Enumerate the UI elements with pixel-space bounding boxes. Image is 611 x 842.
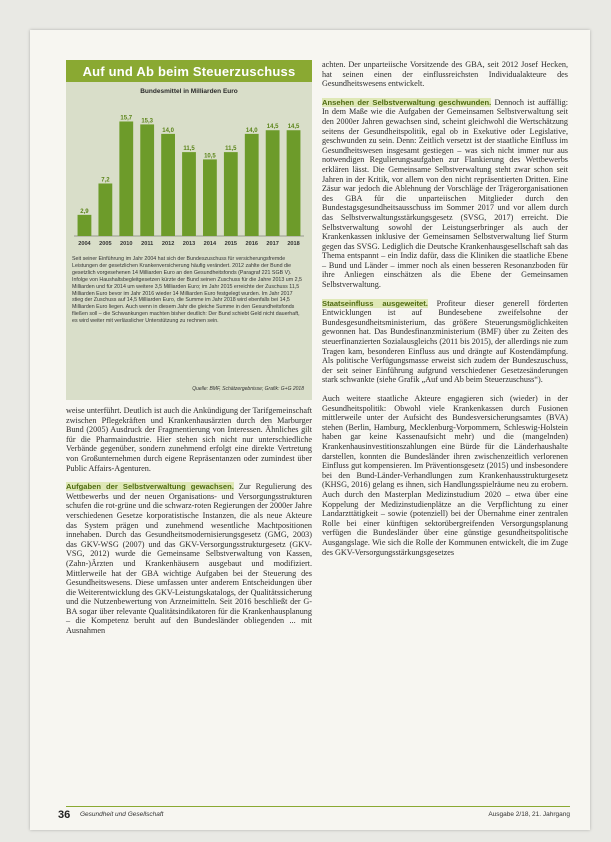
bar-2010 [119,121,133,236]
tick-label-2005: 2005 [99,241,112,247]
data-label-2017: 14,5 [266,124,279,131]
data-label-2004: 2,9 [80,208,89,215]
chart-subtitle: Bundesmittel in Milliarden Euro [140,88,238,95]
bar-chart [70,96,308,252]
paragraph: weise unterführt. Deutlich ist auch die Ankündigung der Tarifgemeinschaft zwischen Pflegekräften und Krankenhausärzten durch den Marburger Bund (2005) Ausdruck der Fragmentierung von Interessen. Ähnliches gilt für die Pharmaindustrie. Hier stehen sich nicht nur unterschiedliche Verbände gegenüber, sondern zunehmend erfolgt eine direkte Vertretung von Großunternehmen durch eigene Repräsentanzen oder zumindest über Public Affairs-Agenturen. [66,406,312,473]
data-label-2005: 7,2 [101,177,110,184]
data-label-2015: 11,5 [225,146,237,153]
bar-2016 [245,134,259,236]
bar-2014 [203,159,217,236]
bar-2012 [161,134,175,236]
chart-banner [66,60,312,82]
paragraph: achten. Der unparteiische Vorsitzende des GBA, seit 2012 Josef Hecken, hat seinen einen der einflussreichsten Individualakteure des Gesundheitswesens entwickelt. [322,60,568,89]
paragraph-text: Zur Regulierung des Wettbewerbs und der neuen Organisations- und Versorgungsstrukturen schufen die rot-grüne und die schwarz-roten Regierungen der 2000er Jahre verschiedenen Gesetze korporatistische Instanzen, die als neue Akteure das System prägen und zunehmend wesentliche Machtpositionen innehaben. Durch das Gesundheitsmodernisierungsgesetz (GMG, 2003) das GKV-WSG (2007) und das GKV-Versorgungsstrukturgesetz (GKV-VSG, 2012) wurde die Gemeinsame Selbstverwaltung von Kassen, (Zahn-)Ärzten und Krankenhäusern ausgebaut und modifiziert. Mittlerweile hat der GBA wichtige Aufgaben bei der Steuerung des Gesundheitswesens. Diese umfassen unter anderem Entscheidungen über die Weiterentwicklung des GKV-Leistungskatalogs, der Qualitätssicherung und die Nutzenbewertung von Arzneimitteln. Seit 2016 beschließt der G-BA sogar über relevante Qualitätsindikatoren für die Krankenhausplanung – die Kompetenz beruht auf den Bundesländer obliegenden ... mit Ausnahmen [66,482,312,636]
paragraph [66,482,312,636]
data-label-2010: 15,7 [120,115,133,122]
paragraph: Auch weitere staatliche Akteure engagieren sich (wieder) in der Gesundheitspolitik: Obwohl viele Krankenkassen durch Fusionen mittlerweile unter der Aufsicht des Bundesversicherungsamtes (BVA) stehen (Berlin, Hamburg, Mecklenburg-Vorpommern, Schleswig-Holstein haben gar keine Kassenaufsicht mehr) und die (mangelnden) Krankenhausinvestitionszahlungen eine Bürde für die Länderhaushalte darstellen, konnten die Bundesländer ihren zwischenzeitlich verlorenen Einfluss gut kompensieren. Im Präventionsgesetz (2015) und insbesondere bei den Bund-Länder-Verhandlungen zum Krankenhausstrukturgesetz (KHSG, 2016) gelang es ihnen, sich Handlungsspielräume neu zu erobern. Auch durch den Masterplan Medizinstudium 2020 – etwa über eine Koppelung der Medizinstudienplätze an die Verpflichtung zu einer Landarzttätigkeit – sowie (potenziell) bei der Übernahme einer zentralen Rolle bei einer künftigen sektorübergreifenden Versorgungsplanung verfügen die Bundesländer über eine günstige gesundheitspolitische Ausgangslage. Wie sich die Rolle der Kommunen entwickelt, die im Zuge des GKV-Versorgungsstärkungsgesetzes [322,394,568,557]
right-text-column [322,60,568,566]
magazine-page [30,30,590,830]
data-label-2018: 14,5 [287,124,300,131]
paragraph [322,299,568,385]
bar-2005 [98,183,112,236]
tick-label-2013: 2013 [182,241,196,247]
tick-label-2014: 2014 [203,241,217,247]
chart-caption: Seit seiner Einführung im Jahr 2004 hat sich der Bundeszuschuss für versicherungsfremde Leistungen der gesetzlichen Krankenversicherung häufig verändert. 2012 zahlte der Bund die gesetzlich vorgesehenen 14 Milliarden Euro an den Gesundheitsfonds (Paragraf 221 SGB V). Infolge von Haushaltsbegleitgesetzen kürzte der Bund seinen Zuschuss für die Jahre 2013 um 2,5 Milliarden und für 2014 um weitere 3,5 Milliarden Euro; im Jahr 2015 erreichte der Zuschuss 11,5 Milliarden Euro bevor im Jahr 2016 wieder 14 Milliarden Euro festgelegt wurden. Im Jahr 2017 stieg der Zuschuss auf 14,5 Milliarden Euro, die Summe im Jahr 2018 wird ebenfalls bei 14,5 Milliarden Euro liegen. Auch wenn in diesem Jahr die gleiche Summe in den Gesundheitsfonds fließen soll – die Schwankungen machten bisher deutlich: Der Bund schiebt Geld nicht dauerhaft, es wird weiter mit verlässlicher Unterstützung zu rechnen sein. [72,256,302,325]
paragraph [322,98,568,290]
section-heading: Staatseinfluss ausgeweitet. [322,298,428,308]
left-text-column [66,406,312,645]
chart-source: Quelle: BMF, Schätzergebnisse; Grafik: G+G 2018 [192,386,304,392]
section-heading: Ansehen der Selbstverwaltung geschwunden. [322,97,492,107]
magazine-name: Gesundheit und Gesellschaft [80,811,164,818]
data-label-2012: 14,0 [162,127,174,134]
data-label-2011: 15,3 [141,118,154,125]
tick-label-2016: 2016 [245,241,258,247]
page-number: 36 [58,809,71,821]
tick-label-2015: 2015 [224,241,238,247]
bar-2017 [266,130,280,236]
bar-2015 [224,152,238,236]
data-label-2013: 11,5 [183,146,195,153]
issue-info: Ausgabe 2/18, 21. Jahrgang [488,811,570,818]
paragraph-text: Profiteur dieser generell förderten Entwicklungen ist auf Bundesebene zweifelsohne der Bundesgesundheitsministerium, das größere Steuerungsmöglichkeiten gewonnen hat. Das Bundesfinanzministerium (BMF) über zu Zeiten des steuerfinanzierten Sozialausgleichs (2011 bis 2015), der allerdings nie zum Tragen kam, besonderen Einfluss aus und drängte auf Kostendämpfung. Als politische Verfügungsmasse erweist sich zudem der Bundeszuschuss, der seit seiner Einführung aufgrund verschiedener Gesetzesänderungen stark schwankte (siehe Grafik „Auf und Ab beim Steuerzuschuss“). [322,298,568,385]
tick-label-2017: 2017 [266,241,279,247]
page-footer [58,806,570,821]
tick-label-2012: 2012 [161,241,175,247]
tick-label-2004: 2004 [78,241,91,247]
tick-label-2018: 2018 [287,241,300,247]
paragraph-text: Dennoch ist auffällig: In dem Maße wie die Aufgaben der Gemeinsamen Selbstverwaltung seit den 2000er Jahren gewachsen sind, scheint gleichwohl die Wertschätzung seitens der Gesundheitspolitik, egal ob in Exekutive oder Legislative, geschwunden zu sein. Denn: Zeitlich versetzt ist der staatliche Einfluss im Gesundheitswesen insgesamt gestiegen – was sich nicht immer nur aus notwendigen Regulierungsaufgaben zur Flankierung des Wettbewerbs erklären lässt. Die Gemeinsame Selbstverwaltung steht zwar schon seit Jahren in der Kritik, vor allem von den nicht repräsentierten Dritten. Eine Zäsur war jedoch die Ablehnung der Vorschläge der Trägerorganisationen des GBA für die unparteiischen Mitglieder durch den Bundestagsgesundheitsausschuss im Sommer 2017 und vor allem durch das Selbstverwaltungsstärkungsgesetz (SVSG, 2017) erreicht. Die Selbstverwaltung sowohl der Leistungserbringer als auch der Krankenkassen inklusive der Gemeinsamen Selbstverwaltung lief Sturm gegen das SVSG. Lediglich die Deutsche Krankenhausgesellschaft sah das Thema entspannt – ein Indiz dafür, dass die Kliniken die staatliche Ebene – Bund und Länder – immer noch als einen besseren Resonanzboden für ihre Anliegen einschätzen als die Ebene der Gemeinsamen Selbstverwaltung. [322,97,568,290]
chart-title: Auf und Ab beim Steuerzuschuss [82,63,296,79]
bar-2004 [78,215,92,236]
bar-2013 [182,152,196,236]
bar-2011 [140,124,154,236]
section-heading: Aufgaben der Selbstverwaltung gewachsen. [66,482,234,492]
tick-label-2011: 2011 [141,241,154,247]
data-label-2014: 10,5 [204,153,216,160]
chart-box [66,60,312,400]
data-label-2016: 14,0 [245,127,258,134]
tick-label-2010: 2010 [120,241,133,247]
bar-2018 [287,130,301,236]
